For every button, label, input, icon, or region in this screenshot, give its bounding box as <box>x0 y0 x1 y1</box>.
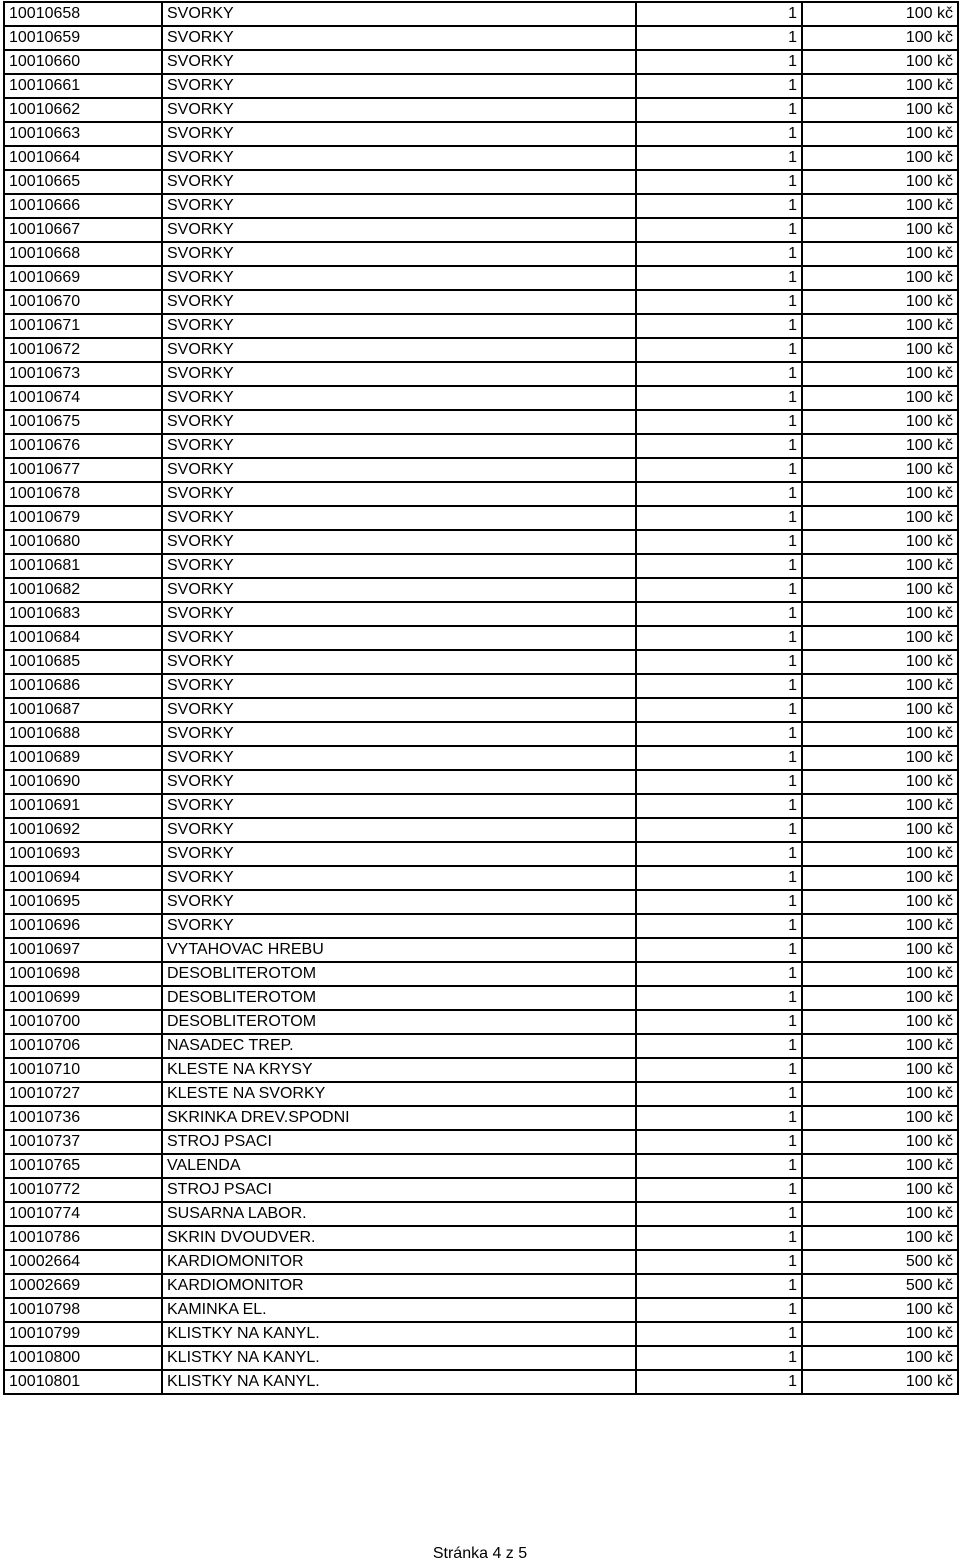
item-name-cell: SVORKY <box>162 770 636 794</box>
price-cell: 100 kč <box>802 482 958 506</box>
table-row <box>4 866 958 890</box>
table-row <box>4 674 958 698</box>
quantity-cell: 1 <box>636 218 802 242</box>
price-cell: 100 kč <box>802 986 958 1010</box>
table-row <box>4 530 958 554</box>
quantity-cell: 1 <box>636 626 802 650</box>
item-name-cell: KLISTKY NA KANYL. <box>162 1370 636 1394</box>
item-name-cell: SKRINKA DREV.SPODNI <box>162 1106 636 1130</box>
table-row <box>4 1226 958 1250</box>
price-cell: 100 kč <box>802 146 958 170</box>
quantity-cell: 1 <box>636 194 802 218</box>
price-cell: 100 kč <box>802 1154 958 1178</box>
quantity-cell: 1 <box>636 1010 802 1034</box>
quantity-cell: 1 <box>636 794 802 818</box>
item-name-cell: DESOBLITEROTOM <box>162 962 636 986</box>
item-name-cell: DESOBLITEROTOM <box>162 986 636 1010</box>
quantity-cell: 1 <box>636 434 802 458</box>
item-name-cell: SVORKY <box>162 242 636 266</box>
quantity-cell: 1 <box>636 1322 802 1346</box>
item-name-cell: SVORKY <box>162 386 636 410</box>
inventory-number-cell: 10010658 <box>4 2 162 26</box>
table-row <box>4 746 958 770</box>
item-name-cell: KLESTE NA SVORKY <box>162 1082 636 1106</box>
price-cell: 100 kč <box>802 506 958 530</box>
item-name-cell: STROJ PSACI <box>162 1130 636 1154</box>
quantity-cell: 1 <box>636 962 802 986</box>
table-row <box>4 818 958 842</box>
item-name-cell: KLESTE NA KRYSY <box>162 1058 636 1082</box>
item-name-cell: SVORKY <box>162 650 636 674</box>
table-row <box>4 650 958 674</box>
price-cell: 100 kč <box>802 98 958 122</box>
inventory-number-cell: 10010693 <box>4 842 162 866</box>
quantity-cell: 1 <box>636 770 802 794</box>
price-cell: 100 kč <box>802 1178 958 1202</box>
price-cell: 100 kč <box>802 194 958 218</box>
table-row <box>4 386 958 410</box>
item-name-cell: SVORKY <box>162 842 636 866</box>
inventory-number-cell: 10010774 <box>4 1202 162 1226</box>
price-cell: 100 kč <box>802 554 958 578</box>
inventory-number-cell: 10010664 <box>4 146 162 170</box>
price-cell: 100 kč <box>802 458 958 482</box>
inventory-table-body <box>4 2 958 1394</box>
table-row <box>4 194 958 218</box>
quantity-cell: 1 <box>636 50 802 74</box>
price-cell: 500 kč <box>802 1250 958 1274</box>
quantity-cell: 1 <box>636 290 802 314</box>
quantity-cell: 1 <box>636 458 802 482</box>
inventory-number-cell: 10010676 <box>4 434 162 458</box>
price-cell: 100 kč <box>802 530 958 554</box>
inventory-number-cell: 10010679 <box>4 506 162 530</box>
inventory-number-cell: 10010673 <box>4 362 162 386</box>
price-cell: 100 kč <box>802 674 958 698</box>
inventory-number-cell: 10010737 <box>4 1130 162 1154</box>
item-name-cell: NASADEC TREP. <box>162 1034 636 1058</box>
inventory-number-cell: 10010678 <box>4 482 162 506</box>
table-row <box>4 794 958 818</box>
inventory-number-cell: 10010675 <box>4 410 162 434</box>
quantity-cell: 1 <box>636 1298 802 1322</box>
item-name-cell: STROJ PSACI <box>162 1178 636 1202</box>
item-name-cell: SVORKY <box>162 674 636 698</box>
quantity-cell: 1 <box>636 674 802 698</box>
price-cell: 100 kč <box>802 290 958 314</box>
price-cell: 100 kč <box>802 698 958 722</box>
quantity-cell: 1 <box>636 530 802 554</box>
inventory-number-cell: 10010661 <box>4 74 162 98</box>
item-name-cell: SVORKY <box>162 218 636 242</box>
table-row <box>4 1058 958 1082</box>
item-name-cell: SVORKY <box>162 626 636 650</box>
item-name-cell: SVORKY <box>162 170 636 194</box>
table-row <box>4 1034 958 1058</box>
price-cell: 100 kč <box>802 578 958 602</box>
inventory-number-cell: 10010698 <box>4 962 162 986</box>
inventory-number-cell: 10010663 <box>4 122 162 146</box>
item-name-cell: SVORKY <box>162 746 636 770</box>
inventory-number-cell: 10010683 <box>4 602 162 626</box>
inventory-number-cell: 10010694 <box>4 866 162 890</box>
inventory-number-cell: 10010697 <box>4 938 162 962</box>
item-name-cell: SVORKY <box>162 554 636 578</box>
item-name-cell: SVORKY <box>162 74 636 98</box>
price-cell: 100 kč <box>802 1058 958 1082</box>
item-name-cell: SVORKY <box>162 314 636 338</box>
inventory-number-cell: 10010687 <box>4 698 162 722</box>
inventory-number-cell: 10010695 <box>4 890 162 914</box>
inventory-number-cell: 10010691 <box>4 794 162 818</box>
table-row <box>4 626 958 650</box>
quantity-cell: 1 <box>636 986 802 1010</box>
quantity-cell: 1 <box>636 74 802 98</box>
quantity-cell: 1 <box>636 842 802 866</box>
inventory-number-cell: 10010684 <box>4 626 162 650</box>
item-name-cell: DESOBLITEROTOM <box>162 1010 636 1034</box>
price-cell: 100 kč <box>802 218 958 242</box>
inventory-number-cell: 10010668 <box>4 242 162 266</box>
quantity-cell: 1 <box>636 698 802 722</box>
inventory-number-cell: 10010799 <box>4 1322 162 1346</box>
price-cell: 100 kč <box>802 1202 958 1226</box>
item-name-cell: SVORKY <box>162 530 636 554</box>
quantity-cell: 1 <box>636 122 802 146</box>
inventory-number-cell: 10010672 <box>4 338 162 362</box>
price-cell: 100 kč <box>802 794 958 818</box>
item-name-cell: SVORKY <box>162 26 636 50</box>
table-row <box>4 1250 958 1274</box>
inventory-number-cell: 10010669 <box>4 266 162 290</box>
inventory-number-cell: 10010736 <box>4 1106 162 1130</box>
inventory-number-cell: 10010660 <box>4 50 162 74</box>
inventory-number-cell: 10010666 <box>4 194 162 218</box>
item-name-cell: KARDIOMONITOR <box>162 1250 636 1274</box>
price-cell: 100 kč <box>802 938 958 962</box>
quantity-cell: 1 <box>636 1226 802 1250</box>
price-cell: 100 kč <box>802 962 958 986</box>
table-row <box>4 1322 958 1346</box>
price-cell: 100 kč <box>802 914 958 938</box>
item-name-cell: SVORKY <box>162 338 636 362</box>
table-row <box>4 770 958 794</box>
inventory-number-cell: 10010685 <box>4 650 162 674</box>
table-row <box>4 1274 958 1298</box>
table-row <box>4 2 958 26</box>
inventory-number-cell: 10010686 <box>4 674 162 698</box>
table-row <box>4 842 958 866</box>
item-name-cell: KLISTKY NA KANYL. <box>162 1322 636 1346</box>
price-cell: 100 kč <box>802 242 958 266</box>
inventory-number-cell: 10010674 <box>4 386 162 410</box>
quantity-cell: 1 <box>636 2 802 26</box>
price-cell: 100 kč <box>802 770 958 794</box>
table-row <box>4 410 958 434</box>
table-row <box>4 1346 958 1370</box>
quantity-cell: 1 <box>636 578 802 602</box>
table-row <box>4 482 958 506</box>
table-row <box>4 506 958 530</box>
item-name-cell: SVORKY <box>162 362 636 386</box>
price-cell: 100 kč <box>802 890 958 914</box>
price-cell: 100 kč <box>802 1082 958 1106</box>
inventory-number-cell: 10010786 <box>4 1226 162 1250</box>
price-cell: 100 kč <box>802 2 958 26</box>
quantity-cell: 1 <box>636 1370 802 1394</box>
price-cell: 100 kč <box>802 170 958 194</box>
table-row <box>4 578 958 602</box>
item-name-cell: SVORKY <box>162 818 636 842</box>
quantity-cell: 1 <box>636 362 802 386</box>
quantity-cell: 1 <box>636 554 802 578</box>
price-cell: 100 kč <box>802 1298 958 1322</box>
table-row <box>4 890 958 914</box>
inventory-number-cell: 10002669 <box>4 1274 162 1298</box>
quantity-cell: 1 <box>636 1250 802 1274</box>
price-cell: 500 kč <box>802 1274 958 1298</box>
quantity-cell: 1 <box>636 1202 802 1226</box>
quantity-cell: 1 <box>636 26 802 50</box>
table-row <box>4 434 958 458</box>
quantity-cell: 1 <box>636 482 802 506</box>
price-cell: 100 kč <box>802 434 958 458</box>
price-cell: 100 kč <box>802 626 958 650</box>
price-cell: 100 kč <box>802 650 958 674</box>
table-row <box>4 914 958 938</box>
quantity-cell: 1 <box>636 1058 802 1082</box>
inventory-number-cell: 10010727 <box>4 1082 162 1106</box>
quantity-cell: 1 <box>636 410 802 434</box>
table-row <box>4 1202 958 1226</box>
table-row <box>4 362 958 386</box>
quantity-cell: 1 <box>636 818 802 842</box>
price-cell: 100 kč <box>802 266 958 290</box>
inventory-number-cell: 10010662 <box>4 98 162 122</box>
quantity-cell: 1 <box>636 266 802 290</box>
price-cell: 100 kč <box>802 842 958 866</box>
price-cell: 100 kč <box>802 722 958 746</box>
item-name-cell: SVORKY <box>162 2 636 26</box>
price-cell: 100 kč <box>802 818 958 842</box>
page-number: Stránka 4 z 5 <box>432 1545 528 1562</box>
item-name-cell: SVORKY <box>162 50 636 74</box>
table-row <box>4 938 958 962</box>
item-name-cell: SVORKY <box>162 146 636 170</box>
item-name-cell: VALENDA <box>162 1154 636 1178</box>
item-name-cell: SVORKY <box>162 698 636 722</box>
inventory-number-cell: 10010689 <box>4 746 162 770</box>
inventory-number-cell: 10010798 <box>4 1298 162 1322</box>
table-row <box>4 266 958 290</box>
quantity-cell: 1 <box>636 1178 802 1202</box>
table-row <box>4 98 958 122</box>
table-row <box>4 242 958 266</box>
inventory-number-cell: 10010670 <box>4 290 162 314</box>
price-cell: 100 kč <box>802 746 958 770</box>
item-name-cell: SVORKY <box>162 866 636 890</box>
inventory-number-cell: 10010699 <box>4 986 162 1010</box>
table-row <box>4 458 958 482</box>
item-name-cell: SVORKY <box>162 410 636 434</box>
inventory-number-cell: 10010665 <box>4 170 162 194</box>
quantity-cell: 1 <box>636 314 802 338</box>
inventory-number-cell: 10010690 <box>4 770 162 794</box>
table-row <box>4 146 958 170</box>
price-cell: 100 kč <box>802 1034 958 1058</box>
price-cell: 100 kč <box>802 1322 958 1346</box>
table-row <box>4 1298 958 1322</box>
quantity-cell: 1 <box>636 914 802 938</box>
quantity-cell: 1 <box>636 890 802 914</box>
price-cell: 100 kč <box>802 122 958 146</box>
table-row <box>4 554 958 578</box>
item-name-cell: SVORKY <box>162 602 636 626</box>
price-cell: 100 kč <box>802 362 958 386</box>
inventory-number-cell: 10010710 <box>4 1058 162 1082</box>
table-row <box>4 338 958 362</box>
price-cell: 100 kč <box>802 1226 958 1250</box>
table-row <box>4 74 958 98</box>
item-name-cell: SKRIN DVOUDVER. <box>162 1226 636 1250</box>
quantity-cell: 1 <box>636 338 802 362</box>
quantity-cell: 1 <box>636 1082 802 1106</box>
inventory-number-cell: 10002664 <box>4 1250 162 1274</box>
table-row <box>4 50 958 74</box>
price-cell: 100 kč <box>802 1106 958 1130</box>
item-name-cell: SVORKY <box>162 434 636 458</box>
quantity-cell: 1 <box>636 866 802 890</box>
table-row <box>4 722 958 746</box>
item-name-cell: SVORKY <box>162 122 636 146</box>
inventory-number-cell: 10010772 <box>4 1178 162 1202</box>
quantity-cell: 1 <box>636 938 802 962</box>
price-cell: 100 kč <box>802 410 958 434</box>
price-cell: 100 kč <box>802 1130 958 1154</box>
quantity-cell: 1 <box>636 386 802 410</box>
price-cell: 100 kč <box>802 1346 958 1370</box>
table-row <box>4 962 958 986</box>
quantity-cell: 1 <box>636 1130 802 1154</box>
inventory-number-cell: 10010682 <box>4 578 162 602</box>
price-cell: 100 kč <box>802 866 958 890</box>
price-cell: 100 kč <box>802 602 958 626</box>
item-name-cell: KAMINKA EL. <box>162 1298 636 1322</box>
table-row <box>4 1154 958 1178</box>
quantity-cell: 1 <box>636 1106 802 1130</box>
inventory-number-cell: 10010659 <box>4 26 162 50</box>
quantity-cell: 1 <box>636 170 802 194</box>
quantity-cell: 1 <box>636 1034 802 1058</box>
item-name-cell: SVORKY <box>162 98 636 122</box>
quantity-cell: 1 <box>636 98 802 122</box>
quantity-cell: 1 <box>636 1346 802 1370</box>
inventory-number-cell: 10010680 <box>4 530 162 554</box>
quantity-cell: 1 <box>636 242 802 266</box>
inventory-number-cell: 10010671 <box>4 314 162 338</box>
inventory-number-cell: 10010692 <box>4 818 162 842</box>
item-name-cell: SVORKY <box>162 266 636 290</box>
quantity-cell: 1 <box>636 722 802 746</box>
table-row <box>4 986 958 1010</box>
table-row <box>4 1178 958 1202</box>
inventory-number-cell: 10010801 <box>4 1370 162 1394</box>
table-row <box>4 1370 958 1394</box>
table-row <box>4 314 958 338</box>
item-name-cell: SVORKY <box>162 578 636 602</box>
inventory-number-cell: 10010667 <box>4 218 162 242</box>
price-cell: 100 kč <box>802 74 958 98</box>
item-name-cell: KARDIOMONITOR <box>162 1274 636 1298</box>
quantity-cell: 1 <box>636 506 802 530</box>
inventory-number-cell: 10010800 <box>4 1346 162 1370</box>
table-row <box>4 1082 958 1106</box>
item-name-cell: SVORKY <box>162 506 636 530</box>
quantity-cell: 1 <box>636 1154 802 1178</box>
inventory-number-cell: 10010706 <box>4 1034 162 1058</box>
table-row <box>4 698 958 722</box>
item-name-cell: SVORKY <box>162 722 636 746</box>
price-cell: 100 kč <box>802 1010 958 1034</box>
quantity-cell: 1 <box>636 1274 802 1298</box>
table-row <box>4 290 958 314</box>
price-cell: 100 kč <box>802 386 958 410</box>
inventory-number-cell: 10010681 <box>4 554 162 578</box>
table-row <box>4 602 958 626</box>
item-name-cell: KLISTKY NA KANYL. <box>162 1346 636 1370</box>
item-name-cell: SUSARNA LABOR. <box>162 1202 636 1226</box>
table-row <box>4 1130 958 1154</box>
item-name-cell: SVORKY <box>162 890 636 914</box>
inventory-number-cell: 10010677 <box>4 458 162 482</box>
item-name-cell: VYTAHOVAC HREBU <box>162 938 636 962</box>
quantity-cell: 1 <box>636 602 802 626</box>
inventory-number-cell: 10010696 <box>4 914 162 938</box>
price-cell: 100 kč <box>802 1370 958 1394</box>
table-row <box>4 170 958 194</box>
price-cell: 100 kč <box>802 314 958 338</box>
item-name-cell: SVORKY <box>162 794 636 818</box>
quantity-cell: 1 <box>636 746 802 770</box>
quantity-cell: 1 <box>636 650 802 674</box>
table-row <box>4 26 958 50</box>
item-name-cell: SVORKY <box>162 194 636 218</box>
table-row <box>4 122 958 146</box>
item-name-cell: SVORKY <box>162 290 636 314</box>
inventory-number-cell: 10010688 <box>4 722 162 746</box>
inventory-table <box>3 1 959 1395</box>
quantity-cell: 1 <box>636 146 802 170</box>
item-name-cell: SVORKY <box>162 482 636 506</box>
inventory-number-cell: 10010700 <box>4 1010 162 1034</box>
table-row <box>4 1010 958 1034</box>
price-cell: 100 kč <box>802 50 958 74</box>
item-name-cell: SVORKY <box>162 458 636 482</box>
price-cell: 100 kč <box>802 338 958 362</box>
inventory-number-cell: 10010765 <box>4 1154 162 1178</box>
item-name-cell: SVORKY <box>162 914 636 938</box>
price-cell: 100 kč <box>802 26 958 50</box>
table-row <box>4 1106 958 1130</box>
table-row <box>4 218 958 242</box>
